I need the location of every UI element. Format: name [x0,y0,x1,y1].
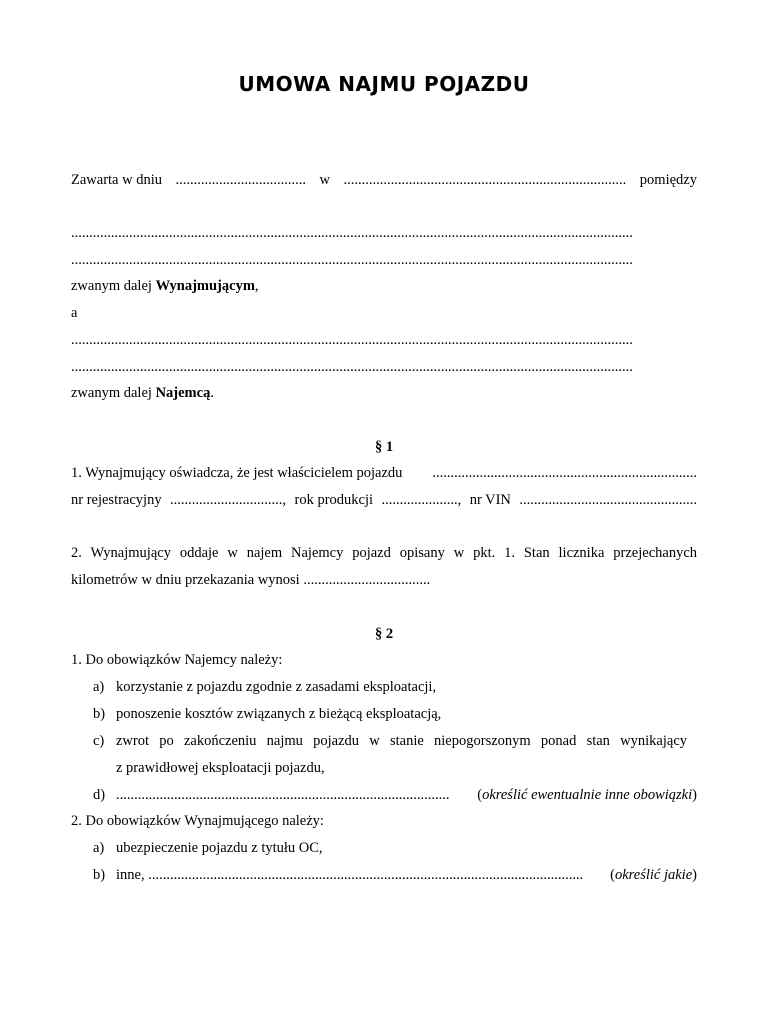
sec1-vin-label: nr VIN [469,492,511,508]
list-item-text: korzystanie z pojazdu zgodnie z zasadami eksploatacji, [116,679,437,695]
sec1-year-blank: ....................., [381,492,462,508]
sec1-p2-line-1: 2. Wynajmujący oddaje w najem Najemcy pojazd opisany w pkt. 1. Stan licznika przejechanych [71,545,697,561]
other-duties-note-text: określić jakie [614,867,693,883]
list-item-text-continued: z prawidłowej eksploatacji pojazdu, [116,760,325,776]
party1-prefix: zwanym dalej [71,278,156,294]
party2-designation [71,383,697,403]
other-duties-blank: inne, ........................................................................................................................ [116,867,584,883]
list-item-label: a) [93,679,105,695]
sec1-vin-blank: ................................................. [519,492,697,508]
list-item-text: ponoszenie kosztów związanych z bieżącą eksploatacją, [116,706,442,722]
party2-suffix: . [210,385,214,401]
party1-blank-line-2: ........................................................................................................................................................... [71,252,633,268]
sec1-p1b-line [71,490,697,510]
party1-blank-line-1: ........................................................................................................................................................... [71,225,633,241]
intro-line [71,170,697,190]
list-item-label: b) [93,706,106,722]
list-item-text: ubezpieczenie pojazdu z tytułu OC, [116,840,323,856]
party1-name: Wynajmującym [155,278,255,294]
sec1-reg-blank: ..............................., [170,492,287,508]
list-item-text [116,865,697,885]
party2-blank-line-2: ........................................................................................................................................................... [71,359,633,375]
list-item-label: c) [93,733,105,749]
party2-blank-line-1: ........................................................................................................................................................... [71,332,633,348]
sec1-p1-line [71,463,697,483]
sec2-p2: 2. Do obowiązków Wynajmującego należy: [71,813,324,829]
intro-date-blank: .................................... [175,172,307,188]
list-item-label: b) [93,867,106,883]
sec1-p2-line-2: kilometrów w dniu przekazania wynosi ................................... [71,572,431,588]
intro-text-3: pomiędzy [639,172,697,188]
sec2-p1: 1. Do obowiązków Najemcy należy: [71,652,283,668]
sec1-year-label: rok produkcji [294,492,374,508]
party1-suffix: , [254,278,259,294]
document-title: UMOWA NAJMU POJAZDU [238,72,530,96]
and-text: a [71,305,78,321]
other-duties-note: (określić jakie) [610,867,697,883]
obligations-note-text: określić ewentualnie inne obowiązki [482,787,693,803]
list-item-text: zwrot po zakończeniu najmu pojazdu w stanie niepogorszonym ponad stan wynikający [116,733,687,749]
party1-designation [71,276,697,296]
intro-text-1: Zawarta w dniu [71,172,162,188]
intro-place-blank: .............................................................................. [343,172,627,188]
obligations-note: (określić ewentualnie inne obowiązki) [477,787,697,803]
list-item-label: a) [93,840,105,856]
sec1-p1-text: 1. Wynajmujący oświadcza, że jest właścicielem pojazdu [71,465,403,481]
party2-prefix: zwanym dalej [71,385,156,401]
list-item-label: d) [93,787,106,803]
section-1-heading: § 1 [374,439,394,455]
intro-text-2: w [319,172,331,188]
party2-name: Najemcą [155,385,211,401]
list-item-text [116,785,697,805]
sec1-reg-label: nr rejestracyjny [71,492,162,508]
section-2-heading: § 2 [374,626,394,642]
sec1-vehicle-blank: ......................................................................... [432,465,697,481]
obligations-blank: ............................................................................................ [116,787,450,803]
